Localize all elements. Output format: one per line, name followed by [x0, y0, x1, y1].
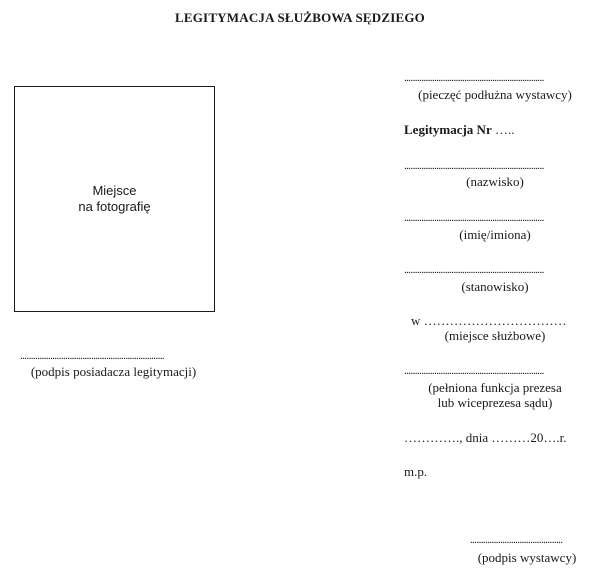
photo-text-line1: Miejsce: [92, 183, 137, 198]
id-number-dots: …..: [494, 122, 515, 137]
workplace-dots: ……………………………: [423, 313, 567, 328]
position-line: .................................................................: [404, 264, 544, 276]
issuer-stamp-line: .................................................................: [404, 72, 544, 84]
workplace-label: (miejsce służbowe): [444, 328, 546, 343]
president-function-line: .................................................................: [404, 365, 544, 377]
photo-text-line2: na fotografię: [78, 199, 151, 214]
president-function-label-1: (pełniona funkcja prezesa: [428, 380, 562, 395]
holder-signature-label: (podpis posiadacza legitymacji): [30, 364, 197, 379]
photo-placeholder: [14, 86, 215, 312]
date-line: …………., dnia ………20….r.: [404, 430, 567, 445]
id-number-label: Legitymacja Nr: [404, 122, 492, 137]
surname-label: (nazwisko): [466, 174, 524, 189]
position-label: (stanowisko): [461, 279, 529, 294]
holder-signature-line: ...................................................................: [20, 350, 165, 362]
surname-line: .................................................................: [404, 160, 544, 172]
issuer-signature-label: (podpis wystawcy): [477, 550, 577, 565]
document-title: LEGITYMACJA SŁUŻBOWA SĘDZIEGO: [175, 10, 425, 25]
id-number-row: [404, 122, 514, 138]
first-names-line: .................................................................: [404, 212, 544, 224]
first-names-label: (imię/imiona): [459, 227, 531, 242]
workplace-row: [411, 313, 567, 329]
issuer-signature-line: ...........................................: [470, 534, 563, 546]
president-function-label-2: lub wiceprezesa sądu): [437, 395, 553, 410]
issuer-stamp-label: (pieczęć podłużna wystawcy): [418, 87, 572, 102]
workplace-prefix: w: [411, 313, 421, 328]
seal-place: m.p.: [404, 464, 428, 479]
photo-placeholder-text: [15, 183, 214, 215]
